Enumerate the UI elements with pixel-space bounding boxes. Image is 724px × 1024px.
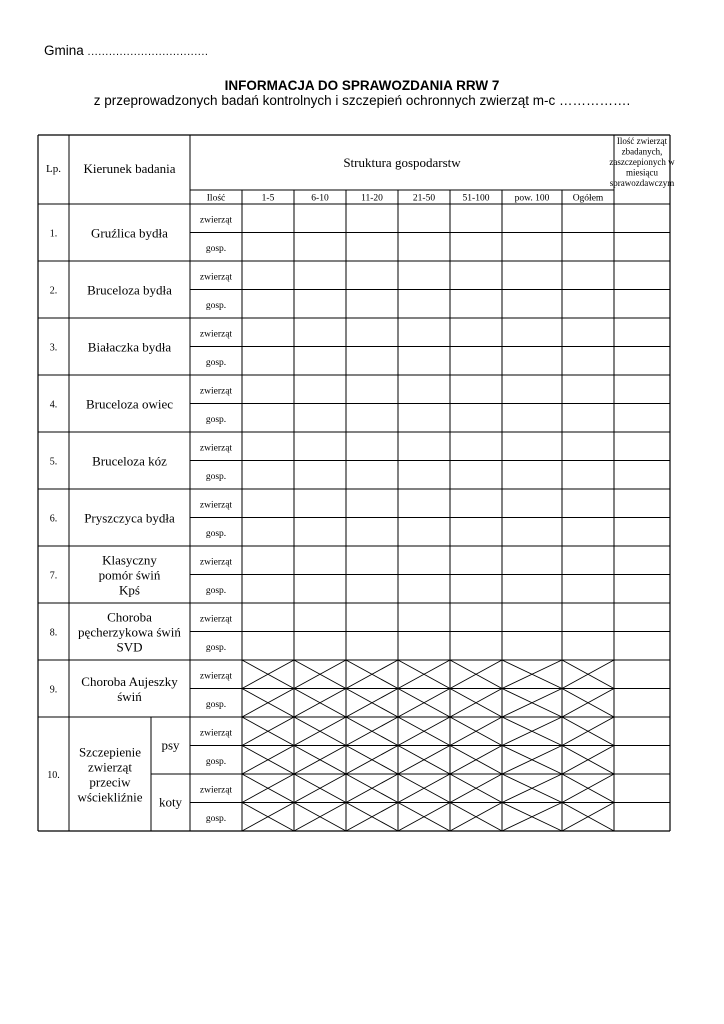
data-cell[interactable] bbox=[346, 347, 398, 376]
data-cell[interactable] bbox=[562, 432, 614, 461]
data-cell[interactable] bbox=[450, 461, 502, 490]
row-number: 5. bbox=[49, 456, 58, 468]
data-cell[interactable] bbox=[614, 660, 670, 689]
data-cell[interactable] bbox=[614, 318, 670, 347]
data-cell[interactable] bbox=[614, 689, 670, 718]
row-number: 3. bbox=[49, 342, 58, 354]
data-cell[interactable] bbox=[614, 518, 670, 547]
data-cell[interactable] bbox=[502, 290, 562, 319]
data-cell[interactable] bbox=[562, 318, 614, 347]
data-cell[interactable] bbox=[294, 632, 346, 661]
data-cell[interactable] bbox=[242, 404, 294, 433]
data-cell[interactable] bbox=[242, 518, 294, 547]
header-ilosc-zwierzat-line: zaszczepionych w bbox=[609, 157, 675, 167]
data-cell[interactable] bbox=[294, 290, 346, 319]
data-cell[interactable] bbox=[346, 603, 398, 632]
data-cell[interactable] bbox=[562, 261, 614, 290]
data-cell[interactable] bbox=[346, 375, 398, 404]
row-disease-name: Choroba bbox=[107, 609, 152, 625]
header-sub-pow-100: pow. 100 bbox=[514, 193, 550, 204]
data-cell[interactable] bbox=[562, 603, 614, 632]
row-label-gosp: gosp. bbox=[205, 243, 227, 254]
data-cell[interactable] bbox=[294, 204, 346, 233]
row-number: 1. bbox=[49, 228, 58, 240]
row-disease-name: Klasyczny bbox=[102, 552, 157, 568]
row-disease-name: SVD bbox=[116, 639, 143, 655]
data-cell[interactable] bbox=[294, 375, 346, 404]
data-cell[interactable] bbox=[562, 404, 614, 433]
data-cell[interactable] bbox=[502, 233, 562, 262]
data-cell[interactable] bbox=[242, 375, 294, 404]
row-disease-name: wściekliźnie bbox=[77, 789, 143, 805]
data-cell[interactable] bbox=[502, 318, 562, 347]
data-cell[interactable] bbox=[242, 233, 294, 262]
row-number: 4. bbox=[49, 399, 58, 411]
data-cell[interactable] bbox=[346, 461, 398, 490]
row-number: 6. bbox=[49, 513, 58, 525]
data-cell[interactable] bbox=[398, 432, 450, 461]
row-number: 9. bbox=[49, 684, 58, 696]
data-cell[interactable] bbox=[614, 803, 670, 832]
data-cell[interactable] bbox=[398, 489, 450, 518]
data-cell[interactable] bbox=[502, 603, 562, 632]
data-cell[interactable] bbox=[398, 347, 450, 376]
data-cell[interactable] bbox=[502, 204, 562, 233]
data-cell[interactable] bbox=[346, 489, 398, 518]
row-disease-name: Pryszczyca bydła bbox=[84, 510, 175, 526]
data-cell[interactable] bbox=[346, 233, 398, 262]
data-cell[interactable] bbox=[562, 632, 614, 661]
row-label-gosp: gosp. bbox=[205, 585, 227, 596]
data-cell[interactable] bbox=[346, 518, 398, 547]
data-cell[interactable] bbox=[294, 318, 346, 347]
data-cell[interactable] bbox=[450, 489, 502, 518]
row-disease-name: zwierząt bbox=[87, 759, 133, 775]
data-cell[interactable] bbox=[614, 575, 670, 604]
row-label-zwierzat: zwierząt bbox=[199, 500, 233, 511]
data-cell[interactable] bbox=[502, 632, 562, 661]
gmina-label: Gmina bbox=[44, 43, 84, 58]
header-ilosc-zwierzat-line: zbadanych, bbox=[621, 146, 663, 157]
header-ilosc-zwierzat-line: Ilość zwierząt bbox=[616, 136, 668, 146]
data-cell[interactable] bbox=[450, 290, 502, 319]
data-cell[interactable] bbox=[398, 461, 450, 490]
data-cell[interactable] bbox=[562, 290, 614, 319]
data-cell[interactable] bbox=[614, 717, 670, 746]
data-cell[interactable] bbox=[614, 746, 670, 775]
row-label-zwierzat: zwierząt bbox=[199, 728, 233, 739]
row-disease-name: pomór świń bbox=[98, 567, 161, 583]
header-sub-6-10: 6-10 bbox=[311, 193, 329, 204]
row-label-gosp: gosp. bbox=[205, 699, 227, 710]
data-cell[interactable] bbox=[398, 575, 450, 604]
row-number: 8. bbox=[49, 627, 58, 639]
data-cell[interactable] bbox=[614, 546, 670, 575]
data-cell[interactable] bbox=[502, 261, 562, 290]
data-cell[interactable] bbox=[242, 575, 294, 604]
data-cell[interactable] bbox=[562, 233, 614, 262]
header-sub-og-em: Ogółem bbox=[572, 193, 604, 204]
data-cell[interactable] bbox=[562, 347, 614, 376]
data-cell[interactable] bbox=[450, 204, 502, 233]
data-cell[interactable] bbox=[346, 546, 398, 575]
data-cell[interactable] bbox=[502, 404, 562, 433]
row-label-gosp: gosp. bbox=[205, 300, 227, 311]
data-cell[interactable] bbox=[398, 233, 450, 262]
data-cell[interactable] bbox=[242, 546, 294, 575]
data-cell[interactable] bbox=[502, 461, 562, 490]
row-label-zwierzat: zwierząt bbox=[199, 557, 233, 568]
data-cell[interactable] bbox=[346, 404, 398, 433]
data-cell[interactable] bbox=[346, 261, 398, 290]
data-cell[interactable] bbox=[242, 432, 294, 461]
row-label-gosp: gosp. bbox=[205, 528, 227, 539]
data-cell[interactable] bbox=[502, 546, 562, 575]
row-disease-name: Bruceloza kóz bbox=[92, 453, 167, 469]
data-cell[interactable] bbox=[346, 318, 398, 347]
data-cell[interactable] bbox=[294, 461, 346, 490]
data-cell[interactable] bbox=[242, 204, 294, 233]
data-cell[interactable] bbox=[614, 290, 670, 319]
row-label-zwierzat: zwierząt bbox=[199, 671, 233, 682]
row-disease-name: Białaczka bydła bbox=[87, 339, 172, 355]
data-cell[interactable] bbox=[398, 518, 450, 547]
data-cell[interactable] bbox=[294, 432, 346, 461]
row-label-gosp: gosp. bbox=[205, 414, 227, 425]
data-cell[interactable] bbox=[398, 603, 450, 632]
data-cell[interactable] bbox=[614, 404, 670, 433]
data-cell[interactable] bbox=[398, 290, 450, 319]
row-disease-name: Gruźlica bydła bbox=[91, 225, 168, 241]
data-cell[interactable] bbox=[562, 204, 614, 233]
row10-animal-label: koty bbox=[158, 794, 183, 810]
row-label-gosp: gosp. bbox=[205, 756, 227, 767]
row-disease-name: pęcherzykowa świń bbox=[78, 624, 181, 640]
data-cell[interactable] bbox=[346, 290, 398, 319]
data-cell[interactable] bbox=[450, 233, 502, 262]
data-cell[interactable] bbox=[294, 546, 346, 575]
data-cell[interactable] bbox=[502, 489, 562, 518]
data-cell[interactable] bbox=[562, 546, 614, 575]
data-cell[interactable] bbox=[294, 575, 346, 604]
data-cell[interactable] bbox=[398, 375, 450, 404]
row-disease-name: przeciw bbox=[89, 774, 131, 790]
data-cell[interactable] bbox=[614, 347, 670, 376]
data-cell[interactable] bbox=[502, 575, 562, 604]
data-cell[interactable] bbox=[614, 603, 670, 632]
data-cell[interactable] bbox=[614, 375, 670, 404]
data-cell[interactable] bbox=[242, 461, 294, 490]
data-cell[interactable] bbox=[242, 489, 294, 518]
data-cell[interactable] bbox=[614, 489, 670, 518]
data-cell[interactable] bbox=[242, 261, 294, 290]
row-disease-name: Bruceloza owiec bbox=[86, 396, 173, 412]
row-disease-name: Choroba Aujeszky bbox=[81, 674, 178, 689]
row-label-zwierzat: zwierząt bbox=[199, 329, 233, 340]
data-cell[interactable] bbox=[450, 546, 502, 575]
row-label-zwierzat: zwierząt bbox=[199, 785, 233, 796]
header-ilosc-zwierzat-line: miesiącu bbox=[626, 167, 658, 178]
header-sub-51-100: 51-100 bbox=[462, 193, 490, 204]
row-label-gosp: gosp. bbox=[205, 813, 227, 824]
data-cell[interactable] bbox=[294, 603, 346, 632]
header-sub-ilo-: Ilość bbox=[206, 193, 226, 204]
header-struktura: Struktura gospodarstw bbox=[343, 155, 461, 170]
row-disease-name: Bruceloza bydła bbox=[87, 282, 172, 298]
data-cell[interactable] bbox=[450, 432, 502, 461]
header-kierunek: Kierunek badania bbox=[83, 161, 176, 176]
header-ilosc-zwierzat-line: sprawozdawczym bbox=[609, 178, 675, 188]
data-cell[interactable] bbox=[294, 518, 346, 547]
data-cell[interactable] bbox=[294, 233, 346, 262]
data-cell[interactable] bbox=[242, 290, 294, 319]
data-cell[interactable] bbox=[346, 204, 398, 233]
data-cell[interactable] bbox=[294, 347, 346, 376]
data-cell[interactable] bbox=[242, 347, 294, 376]
data-cell[interactable] bbox=[294, 489, 346, 518]
row-number: 10. bbox=[47, 770, 60, 781]
data-cell[interactable] bbox=[398, 204, 450, 233]
data-cell[interactable] bbox=[562, 375, 614, 404]
data-cell[interactable] bbox=[242, 632, 294, 661]
data-cell[interactable] bbox=[614, 774, 670, 803]
data-cell[interactable] bbox=[450, 375, 502, 404]
row-number: 2. bbox=[49, 285, 58, 297]
row-label-zwierzat: zwierząt bbox=[199, 443, 233, 454]
data-cell[interactable] bbox=[450, 603, 502, 632]
data-cell[interactable] bbox=[398, 404, 450, 433]
row-label-zwierzat: zwierząt bbox=[199, 272, 233, 283]
data-cell[interactable] bbox=[450, 404, 502, 433]
data-cell[interactable] bbox=[346, 432, 398, 461]
document-title: INFORMACJA DO SPRAWOZDANIA RRW 7 bbox=[224, 78, 500, 93]
data-cell[interactable] bbox=[614, 432, 670, 461]
data-cell[interactable] bbox=[242, 318, 294, 347]
data-cell[interactable] bbox=[614, 461, 670, 490]
data-cell[interactable] bbox=[450, 632, 502, 661]
data-cell[interactable] bbox=[346, 632, 398, 661]
row-disease-name: Kpś bbox=[119, 582, 140, 598]
header-lp: Lp. bbox=[46, 163, 61, 175]
data-cell[interactable] bbox=[614, 233, 670, 262]
data-cell[interactable] bbox=[502, 375, 562, 404]
data-cell[interactable] bbox=[562, 461, 614, 490]
row-label-zwierzat: zwierząt bbox=[199, 386, 233, 397]
data-cell[interactable] bbox=[562, 489, 614, 518]
row-number: 7. bbox=[49, 570, 58, 582]
data-cell[interactable] bbox=[398, 261, 450, 290]
data-cell[interactable] bbox=[450, 575, 502, 604]
data-cell[interactable] bbox=[562, 518, 614, 547]
row-label-zwierzat: zwierząt bbox=[199, 614, 233, 625]
row-label-zwierzat: zwierząt bbox=[199, 215, 233, 226]
header-sub-11-20: 11-20 bbox=[361, 193, 383, 204]
data-cell[interactable] bbox=[398, 546, 450, 575]
data-cell[interactable] bbox=[294, 404, 346, 433]
row-disease-name: świń bbox=[117, 689, 142, 704]
data-cell[interactable] bbox=[450, 318, 502, 347]
gmina-dots: .................................. bbox=[87, 46, 209, 58]
document-subtitle: z przeprowadzonych badań kontrolnych i szczepień ochronnych zwierząt m-c ……………. bbox=[93, 93, 631, 108]
data-cell[interactable] bbox=[502, 518, 562, 547]
header-sub-21-50: 21-50 bbox=[412, 193, 436, 204]
row-label-gosp: gosp. bbox=[205, 357, 227, 368]
data-cell[interactable] bbox=[242, 603, 294, 632]
data-cell[interactable] bbox=[398, 318, 450, 347]
header-sub-1-5: 1-5 bbox=[261, 193, 275, 204]
row-label-gosp: gosp. bbox=[205, 642, 227, 653]
row-disease-name: Szczepienie bbox=[78, 744, 142, 760]
row10-animal-label: psy bbox=[161, 737, 180, 753]
data-cell[interactable] bbox=[562, 575, 614, 604]
data-cell[interactable] bbox=[450, 518, 502, 547]
data-cell[interactable] bbox=[614, 632, 670, 661]
data-cell[interactable] bbox=[294, 261, 346, 290]
data-cell[interactable] bbox=[614, 204, 670, 233]
row-label-gosp: gosp. bbox=[205, 471, 227, 482]
data-cell[interactable] bbox=[502, 347, 562, 376]
data-cell[interactable] bbox=[346, 575, 398, 604]
data-cell[interactable] bbox=[450, 347, 502, 376]
data-cell[interactable] bbox=[614, 261, 670, 290]
data-cell[interactable] bbox=[398, 632, 450, 661]
data-cell[interactable] bbox=[502, 432, 562, 461]
data-cell[interactable] bbox=[450, 261, 502, 290]
